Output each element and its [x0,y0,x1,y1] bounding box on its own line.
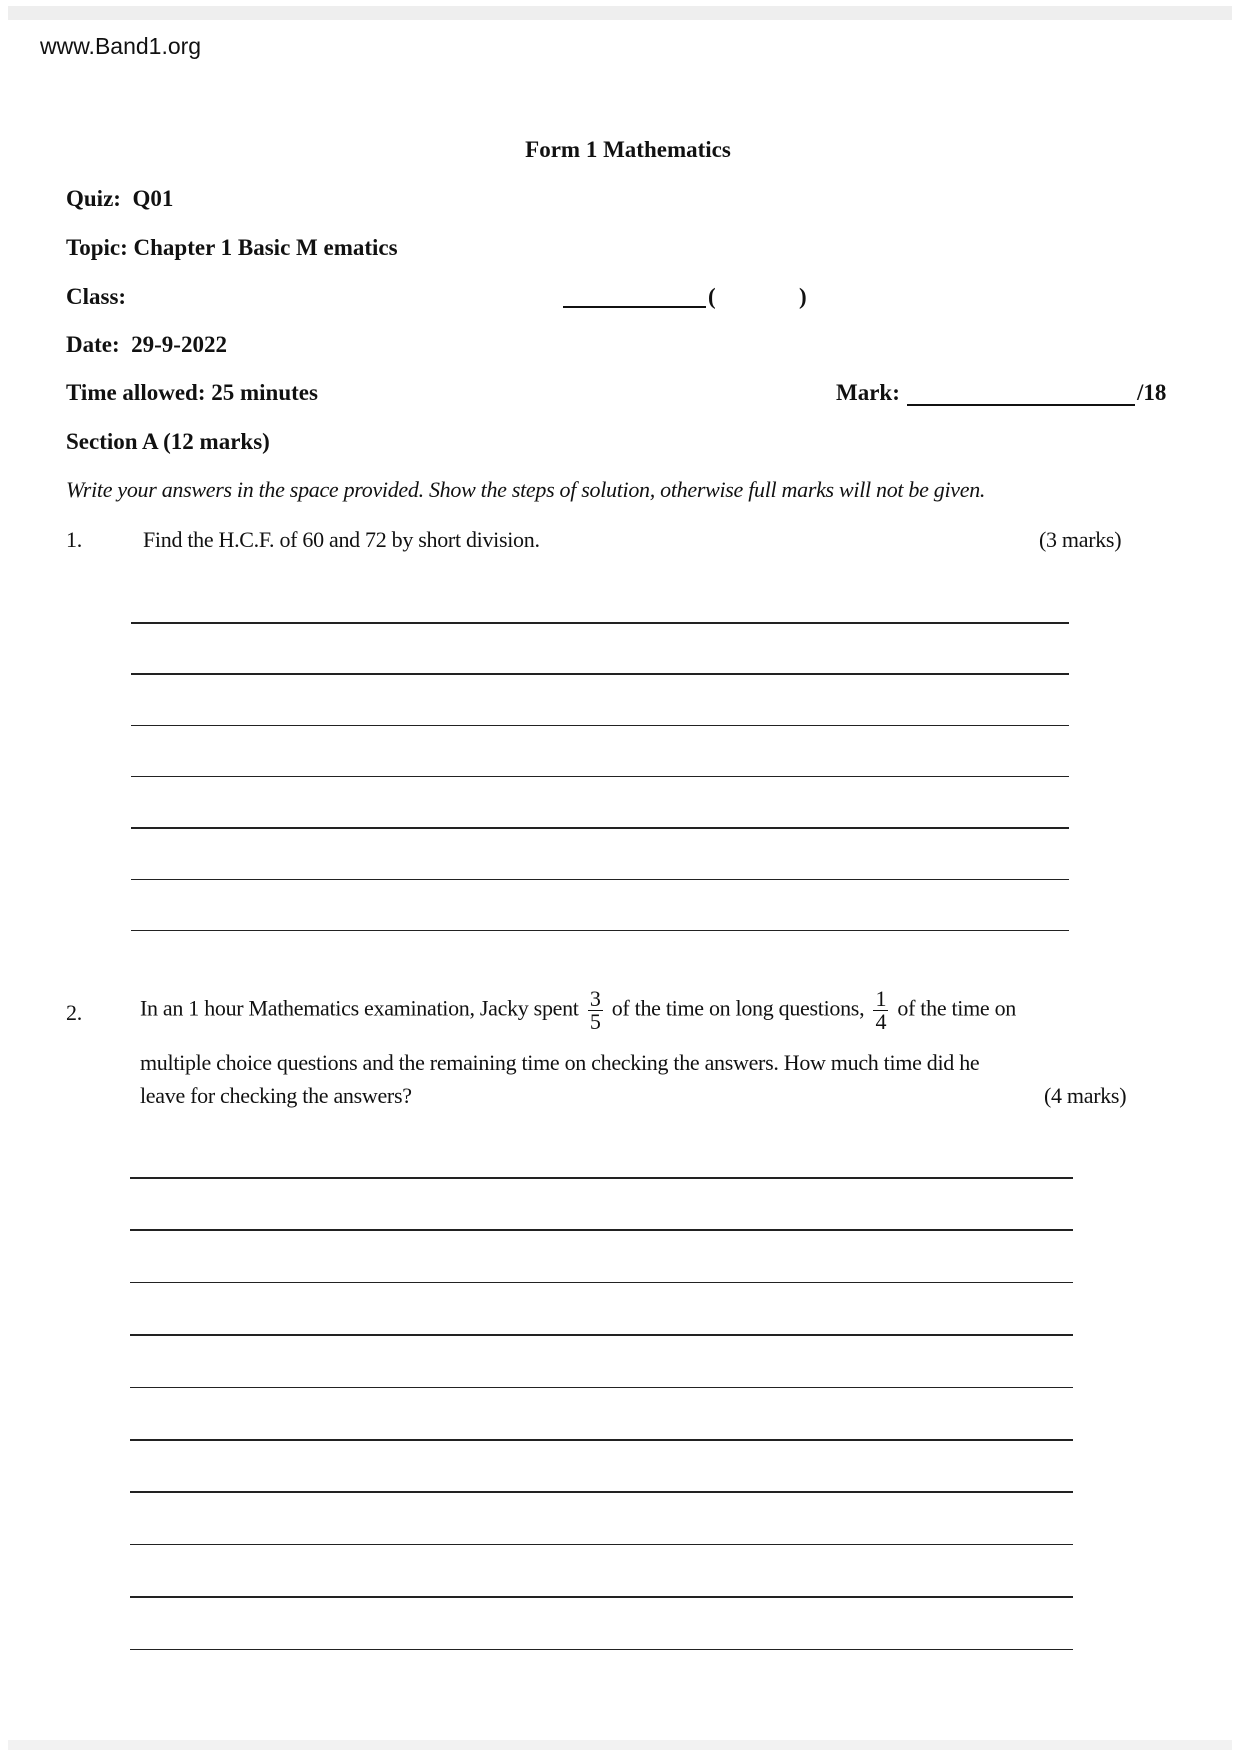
question-1-text: Find the H.C.F. of 60 and 72 by short division. [143,527,540,552]
class-close-paren: ) [799,284,807,309]
answer-line[interactable] [130,1229,1073,1231]
answer-line[interactable] [130,1491,1073,1493]
question-2-number: 2. [66,1000,82,1025]
class-open-paren: ( [708,284,716,309]
answer-line[interactable] [130,1596,1073,1598]
question-2-line-3: leave for checking the answers? [140,1083,412,1108]
question-2-marks: (4 marks) [1044,1083,1127,1108]
answer-line[interactable] [130,1439,1073,1441]
answer-line[interactable] [130,1544,1073,1546]
section-heading: Section A (12 marks) [66,429,270,454]
time-allowed: Time allowed: 25 minutes [66,380,318,405]
top-border [8,6,1232,20]
question-2-line-1 [140,988,1016,1033]
mark-label: Mark: [836,380,900,405]
answer-line[interactable] [131,673,1069,675]
question-1-marks: (3 marks) [1039,527,1122,552]
fraction-one-quarter: $\frac{1}{4}$ [875,986,887,1034]
class-label: Class: [66,284,127,309]
answer-line[interactable] [131,930,1069,932]
answer-line[interactable] [131,725,1069,727]
answer-line[interactable] [131,827,1069,829]
answer-line[interactable] [131,776,1069,778]
question-2-text-a: In an 1 hour Mathematics examination, Jacky spent [140,995,579,1021]
answer-line[interactable] [130,1282,1073,1284]
topic-field: Topic: Chapter 1 Basic M ematics [66,235,398,260]
question-2-text-b: of the time on long questions, [611,995,865,1021]
fraction-three-fifths: $\frac{3}{5}$ [589,986,601,1034]
mark-blank[interactable] [907,404,1135,406]
site-watermark: www.Band1.org [40,33,202,59]
date-field: Date: 29-9-2022 [66,332,227,357]
answer-line[interactable] [130,1177,1073,1179]
quiz-field: Quiz: Q01 [66,186,174,211]
question-1-number: 1. [66,527,82,552]
question-2-text-c: of the time on [897,995,1016,1021]
question-2-line-2: multiple choice questions and the remaining time on checking the answers. How much time did he [140,1050,980,1075]
answer-line[interactable] [131,622,1069,624]
class-blank[interactable] [563,306,706,308]
page-title: Form 1 Mathematics [525,137,731,162]
answer-line[interactable] [130,1334,1073,1336]
answer-line[interactable] [130,1649,1073,1651]
mark-total: /18 [1137,380,1167,405]
bottom-border [8,1740,1232,1750]
instructions: Write your answers in the space provided. Show the steps of solution, otherwise full marks will not be given. [66,477,986,502]
answer-line[interactable] [130,1387,1073,1389]
answer-line[interactable] [131,879,1069,881]
